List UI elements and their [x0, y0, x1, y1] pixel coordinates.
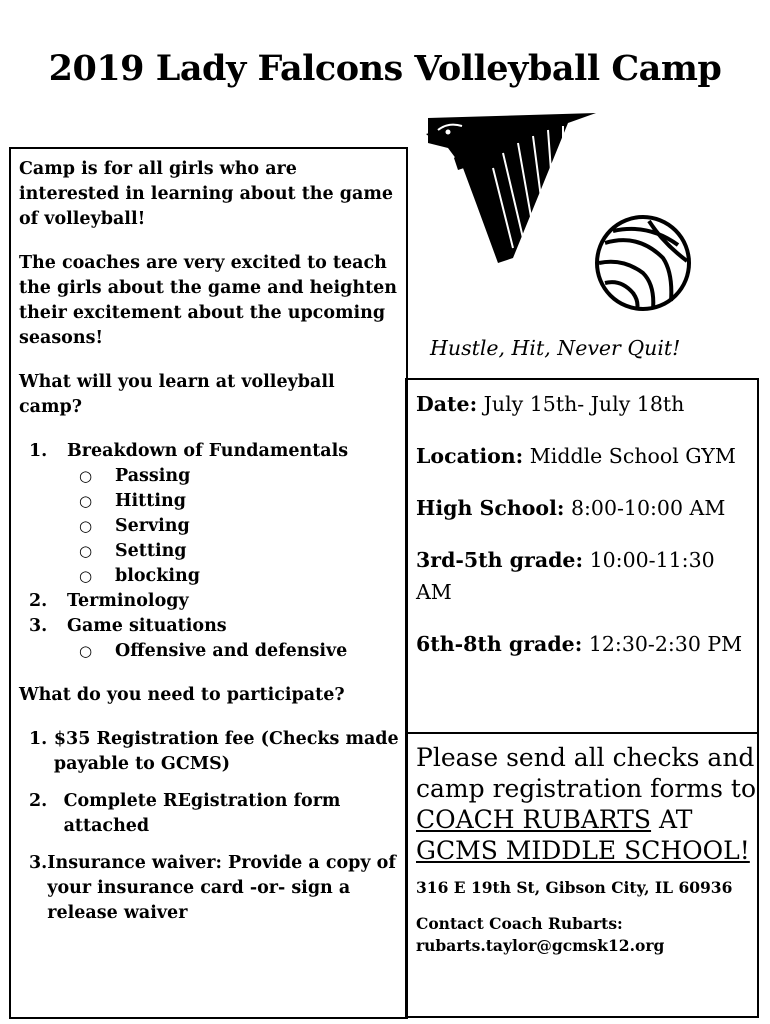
intro-1: Camp is for all girls who are interested in learning about the game of volleyball!	[19, 159, 393, 229]
list-item: 3. Game situations	[29, 616, 227, 636]
list-item: 2. Terminology	[29, 591, 189, 611]
address: 316 E 19th St, Gibson City, IL 60936	[416, 878, 733, 897]
learn-list	[19, 439, 399, 664]
list-item: ○ Passing	[79, 466, 191, 486]
school-name: GCMS MIDDLE SCHOOL!	[416, 836, 750, 865]
coach-name: COACH RUBARTS	[416, 805, 652, 834]
need-heading: What do you need to participate?	[19, 685, 345, 705]
list-item: ○ Serving	[79, 516, 190, 536]
falcon-logo-icon	[418, 108, 598, 272]
learn-heading: What will you learn at volleyball camp?	[19, 372, 335, 417]
camp-info	[416, 388, 756, 680]
contact-label: Contact Coach Rubarts:	[416, 914, 623, 933]
send-instructions: Please send all checks and camp registration forms to COACH RUBARTS AT GCMS MIDDLE SCHOOL!	[416, 743, 757, 865]
intro-2: The coaches are very excited to teach the girls about the game and heighten their excitement about the upcoming seasons!	[19, 253, 398, 348]
high-school-row: High School: 8:00-10:00 AM	[416, 496, 726, 520]
camp-description	[19, 157, 399, 926]
grade-3-5-row: 3rd-5th grade: 10:00-11:30 AM	[416, 548, 715, 604]
contact	[416, 913, 756, 957]
need-list	[19, 727, 399, 926]
list-item: ○ Offensive and defensive	[79, 641, 348, 661]
list-item: 3. Insurance waiver: Provide a copy of your insurance card -or- sign a release waiver	[29, 853, 396, 923]
list-item: ○ Setting	[79, 541, 187, 561]
list-item: 1. Breakdown of Fundamentals	[29, 441, 349, 461]
date-row: Date: July 15th- July 18th	[416, 392, 685, 416]
volleyball-icon	[593, 213, 693, 317]
motto: Hustle, Hit, Never Quit!	[430, 336, 681, 360]
list-item: ○ Hitting	[79, 491, 186, 511]
list-item: 1. $35 Registration fee (Checks made payable to GCMS)	[29, 729, 399, 774]
location-row: Location: Middle School GYM	[416, 444, 736, 468]
page-title: 2019 Lady Falcons Volleyball Camp	[48, 48, 722, 89]
list-item: 2. Complete REgistration form attached	[29, 791, 341, 836]
contact-email[interactable]: rubarts.taylor@gcmsk12.org	[416, 936, 665, 955]
grade-6-8-row: 6th-8th grade: 12:30-2:30 PM	[416, 632, 743, 656]
list-item: ○ blocking	[79, 566, 200, 586]
